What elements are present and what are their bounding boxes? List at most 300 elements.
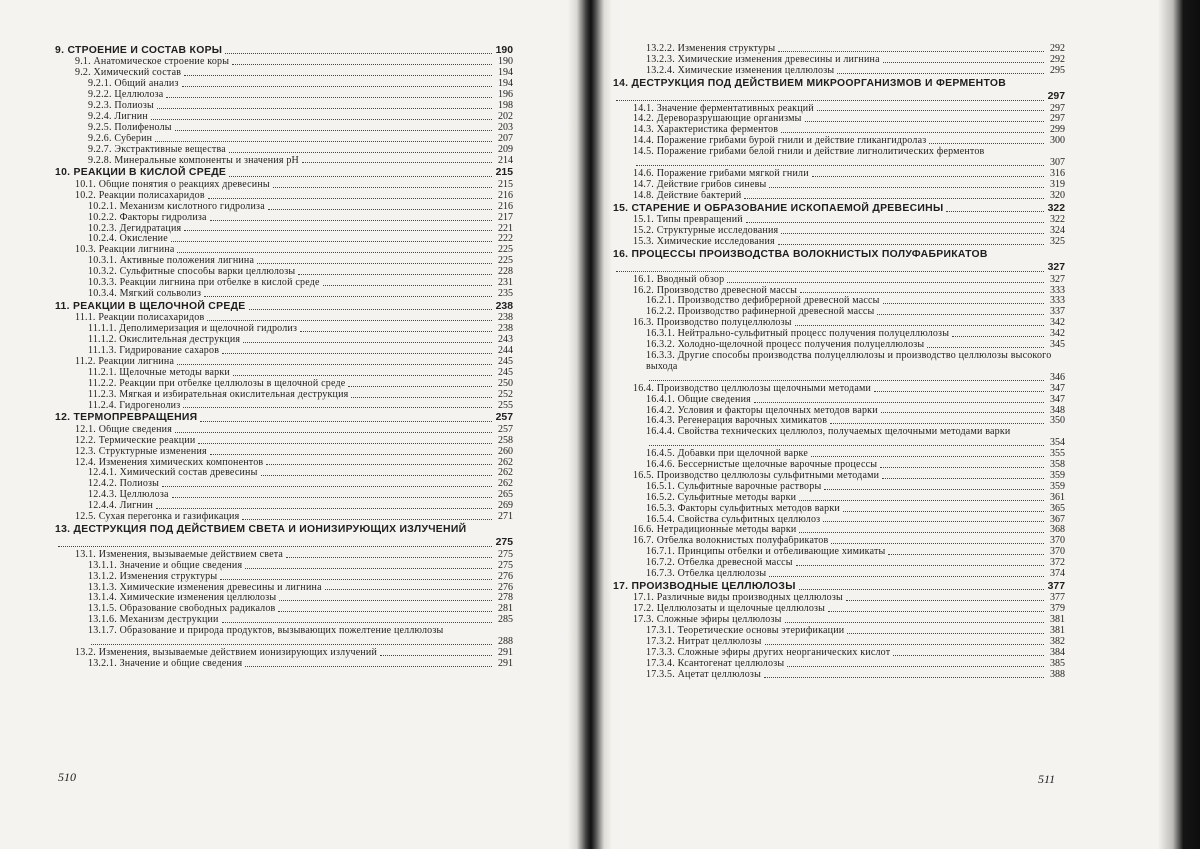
toc-section-entry <box>613 296 1065 307</box>
toc-dot-leader <box>266 463 492 465</box>
toc-section-entry <box>55 234 513 245</box>
toc-dot-leader <box>278 610 492 612</box>
toc-section-entry <box>613 237 1065 248</box>
toc-entry-page-number: 382 <box>1050 636 1065 648</box>
toc-dot-leader <box>781 131 1044 133</box>
toc-entry-title: 9.2. Химический состав <box>75 68 182 79</box>
toc-entry-title: 16.4.3. Регенерация варочных химикатов <box>646 416 828 427</box>
toc-entry-title: 10.3.3. Реакции лигнина при отбелке в кислой среде <box>88 278 320 289</box>
toc-dot-leader <box>166 96 492 98</box>
toc-entry-title: 9.2.2. Целлюлоза <box>88 90 164 101</box>
toc-section-entry <box>55 145 513 156</box>
toc-entry-page-number: 269 <box>498 500 513 512</box>
toc-entry-title: 9.2.5. Полифенолы <box>88 122 172 133</box>
toc-entry-title: 9.2.8. Минеральные компоненты и значения pH <box>88 155 299 166</box>
toc-entry-page-number: 345 <box>1050 339 1065 351</box>
toc-entry-page-number: 225 <box>498 255 513 267</box>
toc-dot-leader <box>795 324 1044 326</box>
toc-chapter-entry <box>55 166 513 179</box>
toc-dot-leader <box>893 654 1044 656</box>
toc-entry-title: 13.1.5. Образование свободных радикалов <box>88 604 276 615</box>
toc-entry-page-number: 275 <box>498 559 513 571</box>
toc-chapter-entry <box>55 523 513 550</box>
toc-dot-leader <box>877 313 1044 315</box>
toc-section-entry <box>613 504 1065 515</box>
toc-entry-page-number: 377 <box>1050 592 1065 604</box>
toc-entry-page-number: 216 <box>498 200 513 212</box>
left-page-number: 510 <box>58 770 76 784</box>
toc-entry-title: 16.3.3. Другие способы производства полуцеллюлозы и производство целлюлозы высокого выхода <box>646 349 1052 372</box>
toc-entry-title: 16.4.2. Условия и факторы щелочных методов варки <box>646 405 878 416</box>
toc-section-entry <box>55 68 513 79</box>
toc-section-entry <box>613 493 1065 504</box>
toc-entry-page-number: 262 <box>498 467 513 479</box>
toc-entry-page-number: 196 <box>498 89 513 101</box>
toc-section-entry <box>613 351 1065 384</box>
toc-entry-title: 9.2.1. Общий анализ <box>88 79 179 90</box>
toc-entry-page-number: 238 <box>498 323 513 335</box>
toc-entry-page-number: 202 <box>498 110 513 122</box>
toc-entry-page-number: 379 <box>1050 603 1065 615</box>
toc-section-entry <box>55 593 513 604</box>
toc-dot-leader <box>799 588 1044 590</box>
toc-entry-title: 16.2.1. Производство дефибрерной древесной массы <box>646 296 880 307</box>
toc-dot-leader <box>325 588 492 590</box>
toc-section-entry <box>613 318 1065 329</box>
toc-entry-page-number: 207 <box>498 132 513 144</box>
toc-entry-title: 16.7.2. Отбелка древесной массы <box>646 558 793 569</box>
toc-entry-page-number: 327 <box>1047 262 1065 274</box>
toc-dot-leader <box>157 107 492 109</box>
toc-entry-title: 9.2.6. Суберин <box>88 133 153 144</box>
toc-section-entry <box>55 659 513 670</box>
toc-section-entry <box>55 90 513 101</box>
toc-dot-leader <box>268 208 492 210</box>
toc-section-entry <box>613 626 1065 637</box>
toc-section-entry <box>55 224 513 235</box>
toc-entry-page-number: 209 <box>498 143 513 155</box>
toc-entry-title: 16.5.3. Факторы сульфитных методов варки <box>646 503 840 514</box>
toc-dot-leader <box>177 363 492 365</box>
toc-entry-page-number: 322 <box>1050 214 1065 226</box>
toc-section-entry <box>55 245 513 256</box>
toc-dot-leader <box>843 510 1044 512</box>
toc-entry-page-number: 370 <box>1050 535 1065 547</box>
toc-section-entry <box>55 134 513 145</box>
toc-section-entry <box>55 156 513 167</box>
toc-entry-page-number: 320 <box>1050 189 1065 201</box>
toc-entry-page-number: 252 <box>498 388 513 400</box>
toc-dot-leader <box>380 654 492 656</box>
toc-dot-leader <box>727 281 1044 283</box>
toc-entry-title: 10.1. Общие понятия о реакциях древесины <box>75 179 270 190</box>
toc-entry-page-number: 257 <box>495 412 513 424</box>
toc-section-entry <box>55 256 513 267</box>
toc-entry-page-number: 258 <box>498 434 513 446</box>
toc-entry-page-number: 300 <box>1050 135 1065 147</box>
toc-entry-title: 12.5. Сухая перегонка и газификация <box>75 512 240 523</box>
toc-entry-page-number: 370 <box>1050 546 1065 558</box>
toc-entry-title: 17.3.2. Нитрат целлюлозы <box>646 637 762 648</box>
toc-entry-page-number: 190 <box>495 45 513 56</box>
toc-section-entry <box>613 471 1065 482</box>
toc-entry-page-number: 228 <box>498 266 513 278</box>
toc-entry-title: 10. РЕАКЦИИ В КИСЛОЙ СРЕДЕ <box>55 167 227 179</box>
toc-dot-leader <box>229 175 492 177</box>
toc-section-entry <box>613 180 1065 191</box>
toc-entry-page-number: 215 <box>498 178 513 190</box>
toc-entry-title: 16.6. Нетрадиционные методы варки <box>633 525 797 536</box>
toc-section-entry <box>613 460 1065 471</box>
toc-dot-leader <box>785 621 1044 623</box>
toc-dot-leader <box>946 210 1044 212</box>
toc-entry-page-number: 292 <box>1050 43 1065 54</box>
toc-section-entry <box>613 147 1065 169</box>
toc-dot-leader <box>847 632 1044 634</box>
toc-entry-page-number: 359 <box>1050 480 1065 492</box>
toc-section-entry <box>613 515 1065 526</box>
toc-entry-title: 10.2.3. Дегидратация <box>88 223 182 234</box>
toc-entry-title: 15.1. Типы превращений <box>633 215 743 226</box>
toc-section-entry <box>55 501 513 512</box>
toc-entry-title: 11.2.1. Щелочные методы варки <box>88 367 230 378</box>
toc-dot-leader <box>882 477 1044 479</box>
toc-entry-page-number: 216 <box>498 189 513 201</box>
toc-dot-leader <box>881 411 1044 413</box>
toc-entry-title: 16.7. Отбелка волокнистых полуфабрикатов <box>633 536 829 547</box>
toc-chapter-entry <box>55 411 513 424</box>
toc-section-entry <box>613 525 1065 536</box>
toc-dot-leader <box>298 273 492 275</box>
toc-section-entry <box>613 547 1065 558</box>
toc-entry-title: 13.2.2. Изменения структуры <box>646 44 776 54</box>
toc-section-entry <box>55 335 513 346</box>
toc-section-entry <box>613 558 1065 569</box>
toc-entry-title: 16.7.3. Отбелка целлюлозы <box>646 569 767 580</box>
toc-entry-page-number: 238 <box>498 312 513 324</box>
toc-dot-leader <box>769 186 1044 188</box>
toc-entry-title: 9. СТРОЕНИЕ И СОСТАВ КОРЫ <box>55 45 223 56</box>
toc-dot-leader <box>279 599 492 601</box>
toc-dot-leader <box>778 50 1044 52</box>
toc-section-entry <box>613 275 1065 286</box>
toc-entry-page-number: 322 <box>1047 202 1065 214</box>
toc-dot-leader <box>243 341 492 343</box>
toc-section-entry <box>613 593 1065 604</box>
toc-section-entry <box>613 427 1065 449</box>
toc-entry-page-number: 221 <box>498 222 513 234</box>
toc-entry-title: 13.1.7. Образование и природа продуктов, вызывающих пожелтение целлюлозы <box>88 625 444 637</box>
toc-entry-page-number: 214 <box>498 154 513 166</box>
toc-entry-title: 12.4.1. Химический состав древесины <box>88 468 258 479</box>
toc-section-entry <box>55 401 513 412</box>
toc-entry-page-number: 365 <box>1050 502 1065 514</box>
toc-entry-page-number: 238 <box>495 300 513 312</box>
toc-entry-title: 17.3. Сложные эфиры целлюлозы <box>633 615 782 626</box>
toc-entry-page-number: 368 <box>1050 524 1065 536</box>
toc-dot-leader <box>837 72 1044 74</box>
toc-chapter-entry <box>613 202 1065 215</box>
toc-section-entry <box>55 626 513 648</box>
toc-entry-title: 16.3.1. Нейтрально-сульфитный процесс получения полуцеллюлозы <box>646 329 950 340</box>
toc-dot-leader <box>242 518 492 520</box>
toc-entry-title: 14.8. Действие бактерий <box>633 190 742 201</box>
toc-entry-title: 13.1.6. Механизм деструкции <box>88 615 219 626</box>
toc-entry-page-number: 346 <box>1050 371 1065 383</box>
toc-dot-leader <box>874 390 1044 392</box>
toc-entry-title: 11.2. Реакции лигнина <box>75 356 175 367</box>
toc-entry-title: 13.1.2. Изменения структуры <box>88 571 218 582</box>
toc-dot-leader <box>846 599 1044 601</box>
toc-entry-page-number: 245 <box>498 366 513 378</box>
toc-entry-title: 12.2. Термические реакции <box>75 435 196 446</box>
toc-dot-leader <box>175 129 492 131</box>
toc-entry-title: 10.2.4. Окисление <box>88 234 168 245</box>
toc-entry-page-number: 348 <box>1050 404 1065 416</box>
toc-entry-title: 13.2.3. Химические изменения древесины и лигнина <box>646 54 880 65</box>
toc-dot-leader <box>184 229 492 231</box>
toc-entry-page-number: 359 <box>1050 469 1065 481</box>
toc-entry-page-number: 285 <box>498 614 513 626</box>
toc-section-entry <box>55 512 513 523</box>
toc-dot-leader <box>649 379 1044 381</box>
toc-dot-leader <box>204 295 492 297</box>
toc-section-entry <box>613 536 1065 547</box>
toc-entry-title: 11.1. Реакции полисахаридов <box>75 313 205 324</box>
toc-dot-leader <box>883 61 1044 63</box>
toc-dot-leader <box>229 151 492 153</box>
toc-dot-leader <box>811 455 1044 457</box>
toc-entry-title: 17.3.4. Ксантогенат целлюлозы <box>646 658 785 669</box>
toc-section-entry <box>55 436 513 447</box>
toc-entry-page-number: 276 <box>498 581 513 593</box>
toc-section-entry <box>613 114 1065 125</box>
toc-section-entry <box>55 191 513 202</box>
toc-entry-title: 16.5.4. Свойства сульфитных целлюлоз <box>646 514 821 525</box>
toc-section-entry <box>613 66 1065 77</box>
toc-entry-title: 16.4. Производство целлюлозы щелочными методами <box>633 383 872 394</box>
toc-section-entry <box>613 395 1065 406</box>
toc-entry-title: 14. ДЕСТРУКЦИЯ ПОД ДЕЙСТВИЕМ МИКРООРГАНИЗМОВ И ФЕРМЕНТОВ <box>613 77 1007 89</box>
toc-entry-page-number: 333 <box>1050 295 1065 307</box>
toc-entry-page-number: 194 <box>498 67 513 79</box>
toc-dot-leader <box>286 556 492 558</box>
toc-dot-leader <box>765 643 1044 645</box>
toc-entry-page-number: 297 <box>1050 102 1065 114</box>
toc-dot-leader <box>830 422 1044 424</box>
toc-section-entry <box>55 368 513 379</box>
toc-entry-title: 11.2.4. Гидрогенолиз <box>88 400 181 411</box>
toc-dot-leader <box>261 474 493 476</box>
toc-entry-page-number: 190 <box>498 56 513 68</box>
toc-entry-page-number: 257 <box>498 423 513 435</box>
toc-dot-leader <box>175 431 492 433</box>
toc-chapter-entry <box>613 248 1065 275</box>
toc-section-entry <box>613 286 1065 297</box>
toc-entry-page-number: 198 <box>498 100 513 112</box>
toc-entry-title: 14.6. Поражение грибами мягкой гнили <box>633 168 809 179</box>
toc-dot-leader <box>182 85 492 87</box>
toc-entry-title: 16.5.2. Сульфитные методы варки <box>646 492 797 503</box>
toc-entry-title: 16. ПРОЦЕССЫ ПРОИЗВОДСТВА ВОЛОКНИСТЫХ ПОЛУФАБРИКАТОВ <box>613 248 988 260</box>
toc-section-entry <box>55 112 513 123</box>
toc-dot-leader <box>156 507 492 509</box>
toc-section-entry <box>55 346 513 357</box>
toc-entry-title: 11.2.2. Реакции при отбелке целлюлозы в щелочной среде <box>88 378 346 389</box>
toc-dot-leader <box>207 319 492 321</box>
toc-section-entry <box>55 213 513 224</box>
toc-section-entry <box>55 447 513 458</box>
toc-dot-leader <box>245 567 492 569</box>
toc-dot-leader <box>616 99 1044 101</box>
toc-section-entry <box>55 79 513 90</box>
toc-section-entry <box>55 278 513 289</box>
toc-dot-leader <box>817 109 1044 111</box>
toc-section-entry <box>613 55 1065 66</box>
toc-entry-page-number: 297 <box>1047 91 1065 103</box>
toc-entry-page-number: 262 <box>498 478 513 490</box>
toc-entry-title: 12.4.2. Полиозы <box>88 479 160 490</box>
toc-section-entry <box>55 490 513 501</box>
toc-section-entry <box>55 458 513 469</box>
toc-section-entry <box>55 180 513 191</box>
toc-dot-leader <box>769 575 1044 577</box>
toc-dot-leader <box>208 197 492 199</box>
toc-dot-leader <box>225 52 492 54</box>
toc-entry-title: 16.7.1. Принципы отбелки и отбеливающие химикаты <box>646 547 886 558</box>
toc-dot-leader <box>200 420 492 422</box>
toc-entry-page-number: 333 <box>1050 284 1065 296</box>
toc-list-right <box>613 44 1065 681</box>
toc-dot-leader <box>799 531 1044 533</box>
toc-section-entry <box>613 482 1065 493</box>
toc-entry-title: 9.2.3. Полиозы <box>88 101 154 112</box>
toc-entry-page-number: 358 <box>1050 459 1065 471</box>
toc-entry-title: 16.4.5. Добавки при щелочной варке <box>646 449 808 460</box>
toc-entry-title: 17.1. Различные виды производных целлюлозы <box>633 593 843 604</box>
toc-entry-page-number: 292 <box>1050 53 1065 65</box>
toc-entry-page-number: 275 <box>495 537 513 549</box>
toc-dot-leader <box>222 352 492 354</box>
toc-entry-page-number: 342 <box>1050 317 1065 329</box>
toc-dot-leader <box>744 197 1044 199</box>
toc-section-entry <box>613 648 1065 659</box>
toc-section-entry <box>55 479 513 490</box>
toc-entry-title: 16.4.6. Бессернистые щелочные варочные процессы <box>646 460 878 471</box>
toc-section-entry <box>613 329 1065 340</box>
toc-dot-leader <box>823 520 1044 522</box>
toc-section-entry <box>613 307 1065 318</box>
toc-chapter-entry <box>613 580 1065 593</box>
toc-entry-page-number: 295 <box>1050 64 1065 76</box>
toc-entry-page-number: 377 <box>1047 581 1065 592</box>
toc-section-entry <box>613 449 1065 460</box>
toc-entry-page-number: 255 <box>498 399 513 411</box>
toc-section-entry <box>613 406 1065 417</box>
toc-section-entry <box>55 425 513 436</box>
toc-entry-page-number: 291 <box>498 646 513 658</box>
toc-dot-leader <box>162 485 492 487</box>
toc-entry-title: 15.3. Химические исследования <box>633 236 775 247</box>
right-page-number: 511 <box>1038 772 1056 786</box>
toc-dot-leader <box>151 118 492 120</box>
toc-dot-leader <box>831 542 1044 544</box>
toc-dot-leader <box>58 545 492 547</box>
toc-entry-page-number: 385 <box>1050 657 1065 669</box>
toc-entry-title: 14.2. Дереворазрушающие организмы <box>633 114 802 125</box>
toc-entry-title: 17.3.5. Ацетат целлюлозы <box>646 669 762 680</box>
toc-entry-page-number: 342 <box>1050 328 1065 340</box>
toc-entry-page-number: 361 <box>1050 491 1065 503</box>
toc-entry-title: 16.3. Производство полуцеллюлозы <box>633 318 792 329</box>
toc-entry-page-number: 354 <box>1050 437 1065 449</box>
toc-dot-leader <box>348 385 492 387</box>
toc-entry-page-number: 235 <box>498 287 513 299</box>
toc-entry-page-number: 297 <box>1050 113 1065 125</box>
toc-entry-title: 11.1.3. Гидрирование сахаров <box>88 345 220 356</box>
toc-section-entry <box>55 313 513 324</box>
toc-dot-leader <box>232 63 492 65</box>
toc-entry-page-number: 243 <box>498 334 513 346</box>
toc-entry-title: 9.2.7. Экстрактивные вещества <box>88 144 226 155</box>
toc-dot-leader <box>273 186 492 188</box>
toc-dot-leader <box>746 221 1044 223</box>
toc-dot-leader <box>754 401 1044 403</box>
toc-entry-title: 17.3.3. Сложные эфиры других неорганических кислот <box>646 647 891 658</box>
left-page <box>55 44 513 670</box>
toc-entry-title: 13. ДЕСТРУКЦИЯ ПОД ДЕЙСТВИЕМ СВЕТА И ИОНИЗИРУЮЩИХ ИЗЛУЧЕНИЙ <box>55 523 467 535</box>
toc-section-entry <box>55 101 513 112</box>
toc-dot-leader <box>220 578 492 580</box>
toc-entry-title: 13.2.1. Значение и общие сведения <box>88 658 243 669</box>
toc-entry-title: 17.2. Целлюлозаты и щелочные целлюлозы <box>633 604 826 615</box>
toc-entry-page-number: 324 <box>1050 225 1065 236</box>
toc-entry-page-number: 291 <box>498 657 513 669</box>
toc-dot-leader <box>257 262 492 264</box>
toc-entry-title: 11.2.3. Мягкая и избирательная окислительная деструкция <box>88 389 349 400</box>
toc-entry-title: 13.1.1. Значение и общие сведения <box>88 560 243 571</box>
toc-entry-title: 11.1.1. Деполимеризация и щелочной гидролиз <box>88 324 298 335</box>
toc-entry-title: 14.7. Действие грибов синевы <box>633 179 767 190</box>
toc-dot-leader <box>210 219 492 221</box>
toc-dot-leader <box>929 142 1044 144</box>
toc-entry-title: 9.2.4. Лигнин <box>88 111 148 122</box>
toc-entry-title: 16.1. Вводный обзор <box>633 274 725 285</box>
toc-entry-page-number: 327 <box>1050 273 1065 285</box>
toc-entry-page-number: 231 <box>498 277 513 289</box>
toc-section-entry <box>55 550 513 561</box>
toc-section-entry <box>613 44 1065 55</box>
toc-dot-leader <box>828 610 1044 612</box>
toc-entry-page-number: 299 <box>1050 124 1065 136</box>
toc-section-entry <box>55 572 513 583</box>
toc-entry-title: 16.2.2. Производство рафинерной древесной массы <box>646 307 875 318</box>
toc-entry-page-number: 215 <box>495 167 513 179</box>
toc-entry-page-number: 217 <box>498 211 513 223</box>
toc-entry-page-number: 276 <box>498 570 513 582</box>
toc-entry-title: 16.3.2. Холодно-щелочной процесс получения полуцеллюлозы <box>646 340 925 351</box>
toc-entry-page-number: 260 <box>498 445 513 457</box>
toc-entry-page-number: 372 <box>1050 557 1065 569</box>
toc-entry-page-number: 244 <box>498 344 513 356</box>
book-gutter-shadow <box>568 0 612 849</box>
toc-dot-leader <box>245 665 492 667</box>
toc-section-entry <box>55 604 513 615</box>
toc-entry-title: 16.2. Производство древесной массы <box>633 285 798 296</box>
toc-entry-page-number: 262 <box>498 456 513 468</box>
toc-section-entry <box>55 123 513 134</box>
toc-section-entry <box>613 169 1065 180</box>
